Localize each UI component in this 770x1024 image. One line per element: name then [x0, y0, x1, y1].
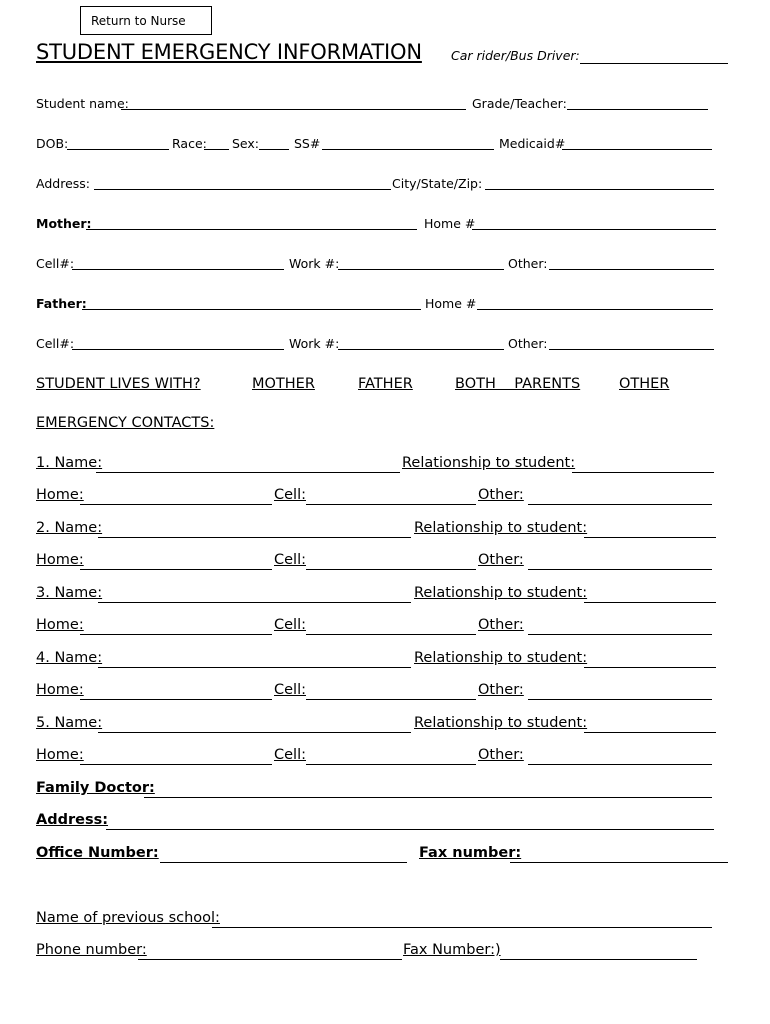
previous-school-phone-label: Phone number: [36, 942, 147, 958]
contact-5-name-field[interactable] [98, 732, 411, 733]
contact-5-cell-label: Cell: [274, 747, 306, 763]
ss-field[interactable] [322, 149, 494, 150]
lives-with-both-option[interactable]: BOTH PARENTS [455, 376, 581, 392]
student-name-field[interactable] [121, 109, 466, 110]
contact-1-cell-label: Cell: [274, 487, 306, 503]
father-other-label: Other: [508, 336, 548, 351]
mother-work-field[interactable] [338, 269, 504, 270]
previous-school-fax-label: Fax Number:) [403, 942, 501, 958]
contact-4-name-field[interactable] [98, 667, 411, 668]
mother-other-label: Other: [508, 256, 548, 271]
mother-label: Mother: [36, 216, 92, 231]
contact-5-relationship-field[interactable] [584, 732, 716, 733]
contact-2-cell-label: Cell: [274, 552, 306, 568]
city-state-zip-label: City/State/Zip: [392, 176, 483, 191]
sex-field[interactable] [259, 149, 289, 150]
contact-2-relationship-field[interactable] [584, 537, 716, 538]
previous-school-fax-field[interactable] [500, 959, 697, 960]
car-rider-field[interactable] [580, 63, 728, 64]
contact-2-other-label: Other: [478, 552, 524, 568]
mother-other-field[interactable] [549, 269, 714, 270]
contact-2-relationship-label: Relationship to student: [414, 520, 588, 536]
lives-with-question: STUDENT LIVES WITH? [36, 376, 201, 392]
contact-5-other-label: Other: [478, 747, 524, 763]
dob-field[interactable] [67, 149, 169, 150]
student-name-label: Student name: [36, 96, 129, 111]
contact-3-relationship-label: Relationship to student: [414, 585, 588, 601]
previous-school-phone-field[interactable] [138, 959, 402, 960]
mother-cell-field[interactable] [72, 269, 284, 270]
contact-5-home-label: Home: [36, 747, 84, 763]
contact-2-cell-field[interactable] [306, 569, 476, 570]
father-home-label: Home # [425, 296, 477, 311]
contact-2-home-field[interactable] [80, 569, 272, 570]
mother-home-field[interactable] [472, 229, 716, 230]
city-state-zip-field[interactable] [485, 189, 714, 190]
address-label: Address: [36, 176, 90, 191]
father-work-label: Work #: [289, 336, 340, 351]
doctor-address-field[interactable] [106, 829, 714, 830]
grade-teacher-field[interactable] [567, 109, 708, 110]
mother-field[interactable] [86, 229, 417, 230]
emergency-contacts-heading: EMERGENCY CONTACTS: [36, 415, 215, 431]
race-field[interactable] [204, 149, 229, 150]
father-other-field[interactable] [549, 349, 714, 350]
father-field[interactable] [82, 309, 421, 310]
contact-1-name-label: 1. Name: [36, 455, 103, 471]
contact-5-other-field[interactable] [528, 764, 712, 765]
car-rider-label: Car rider/Bus Driver: [451, 48, 580, 63]
contact-4-relationship-label: Relationship to student: [414, 650, 588, 666]
contact-1-home-field[interactable] [80, 504, 272, 505]
contact-3-cell-label: Cell: [274, 617, 306, 633]
contact-2-name-label: 2. Name: [36, 520, 103, 536]
lives-with-other-option[interactable]: OTHER [619, 376, 670, 392]
contact-5-home-field[interactable] [80, 764, 272, 765]
office-number-field[interactable] [160, 862, 407, 863]
contact-4-home-field[interactable] [80, 699, 272, 700]
contact-4-relationship-field[interactable] [584, 667, 716, 668]
contact-2-other-field[interactable] [528, 569, 712, 570]
ss-label: SS# [294, 136, 321, 151]
contact-1-other-label: Other: [478, 487, 524, 503]
contact-3-home-field[interactable] [80, 634, 272, 635]
contact-2-name-field[interactable] [98, 537, 411, 538]
contact-4-other-label: Other: [478, 682, 524, 698]
medicaid-label: Medicaid# [499, 136, 566, 151]
contact-5-relationship-label: Relationship to student: [414, 715, 588, 731]
father-label: Father: [36, 296, 87, 311]
contact-3-name-label: 3. Name: [36, 585, 103, 601]
doctor-fax-label: Fax number: [419, 845, 522, 861]
family-doctor-field[interactable] [144, 797, 712, 798]
dob-label: DOB: [36, 136, 69, 151]
father-cell-label: Cell#: [36, 336, 75, 351]
previous-school-field[interactable] [212, 927, 712, 928]
contact-3-name-field[interactable] [98, 602, 411, 603]
contact-3-home-label: Home: [36, 617, 84, 633]
contact-1-relationship-field[interactable] [572, 472, 714, 473]
contact-3-other-field[interactable] [528, 634, 712, 635]
contact-4-home-label: Home: [36, 682, 84, 698]
lives-with-mother-option[interactable]: MOTHER [252, 376, 315, 392]
previous-school-label: Name of previous school: [36, 910, 220, 926]
contact-2-home-label: Home: [36, 552, 84, 568]
family-doctor-label: Family Doctor: [36, 780, 155, 796]
lives-with-father-option[interactable]: FATHER [358, 376, 413, 392]
office-number-label: Office Number: [36, 845, 159, 861]
race-label: Race: [172, 136, 207, 151]
contact-5-cell-field[interactable] [306, 764, 476, 765]
mother-cell-label: Cell#: [36, 256, 75, 271]
contact-3-other-label: Other: [478, 617, 524, 633]
father-cell-field[interactable] [72, 349, 284, 350]
contact-1-name-field[interactable] [96, 472, 400, 473]
medicaid-field[interactable] [562, 149, 712, 150]
doctor-fax-field[interactable] [510, 862, 728, 863]
contact-1-relationship-label: Relationship to student: [402, 455, 576, 471]
father-work-field[interactable] [338, 349, 504, 350]
grade-teacher-label: Grade/Teacher: [472, 96, 567, 111]
contact-1-home-label: Home: [36, 487, 84, 503]
form-title: STUDENT EMERGENCY INFORMATION [36, 40, 422, 64]
mother-home-label: Home # [424, 216, 476, 231]
contact-4-cell-label: Cell: [274, 682, 306, 698]
contact-4-other-field[interactable] [528, 699, 712, 700]
father-home-field[interactable] [477, 309, 713, 310]
contact-4-cell-field[interactable] [306, 699, 476, 700]
doctor-address-label: Address: [36, 812, 109, 828]
contact-3-relationship-field[interactable] [584, 602, 716, 603]
contact-5-name-label: 5. Name: [36, 715, 103, 731]
address-field[interactable] [94, 189, 391, 190]
sex-label: Sex: [232, 136, 260, 151]
contact-4-name-label: 4. Name: [36, 650, 103, 666]
return-to-nurse-box: Return to Nurse [80, 6, 212, 35]
mother-work-label: Work #: [289, 256, 340, 271]
contact-1-cell-field[interactable] [306, 504, 476, 505]
contact-1-other-field[interactable] [528, 504, 712, 505]
contact-3-cell-field[interactable] [306, 634, 476, 635]
